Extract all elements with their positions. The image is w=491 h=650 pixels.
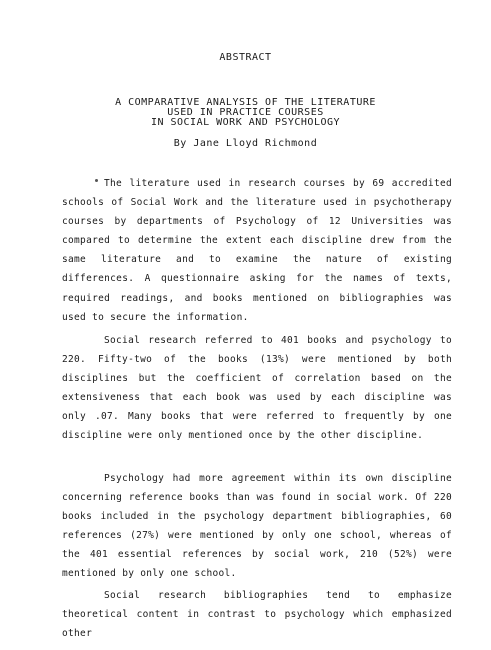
- paragraph-4: Social research bibliographies tend to emphasize theoretical content in contrast to psychology which emphasized other: [62, 590, 452, 640]
- title-line-1: A COMPARATIVE ANALYSIS OF THE LITERATURE: [115, 97, 376, 108]
- paragraph-1: The literature used in research courses by 69 accredited schools of Social Work and the literature used in psychotherapy courses by departments of Psychology of 12 Universities was compared to determine the extent each discipline drew from the same literature and to examine the nature of existing differences. A questionnaire asking for the names of texts, required readings, and books mentioned on bibliographies was used to secure the information.: [62, 178, 452, 323]
- title-line-3: IN SOCIAL WORK AND PSYCHOLOGY: [150, 117, 341, 128]
- title-line-2: USED IN PRACTICE COURSES: [167, 107, 324, 118]
- paragraph-2: Social research referred to 401 books and psychology to 220. Fifty-two of the books (13%) were mentioned by both disciplines but the coefficient of correlation based on the extensiveness that each book was used by each discipline was only .07. Many books that were referred to frequently by one discipline were only mentioned once by the other discipline.: [62, 335, 452, 442]
- paragraph-3: Psychology had more agreement within its own discipline concerning reference books than was found in social work. Of 220 books included in the psychology department bibliographies, 60 references (27%) were mentioned by only one school, whereas of the 401 essential references by social work, 210 (52%) were mentioned by only one school.: [62, 473, 452, 580]
- author-line: By Jane Lloyd Richmond: [173, 138, 318, 149]
- abstract-heading: ABSTRACT: [219, 52, 272, 63]
